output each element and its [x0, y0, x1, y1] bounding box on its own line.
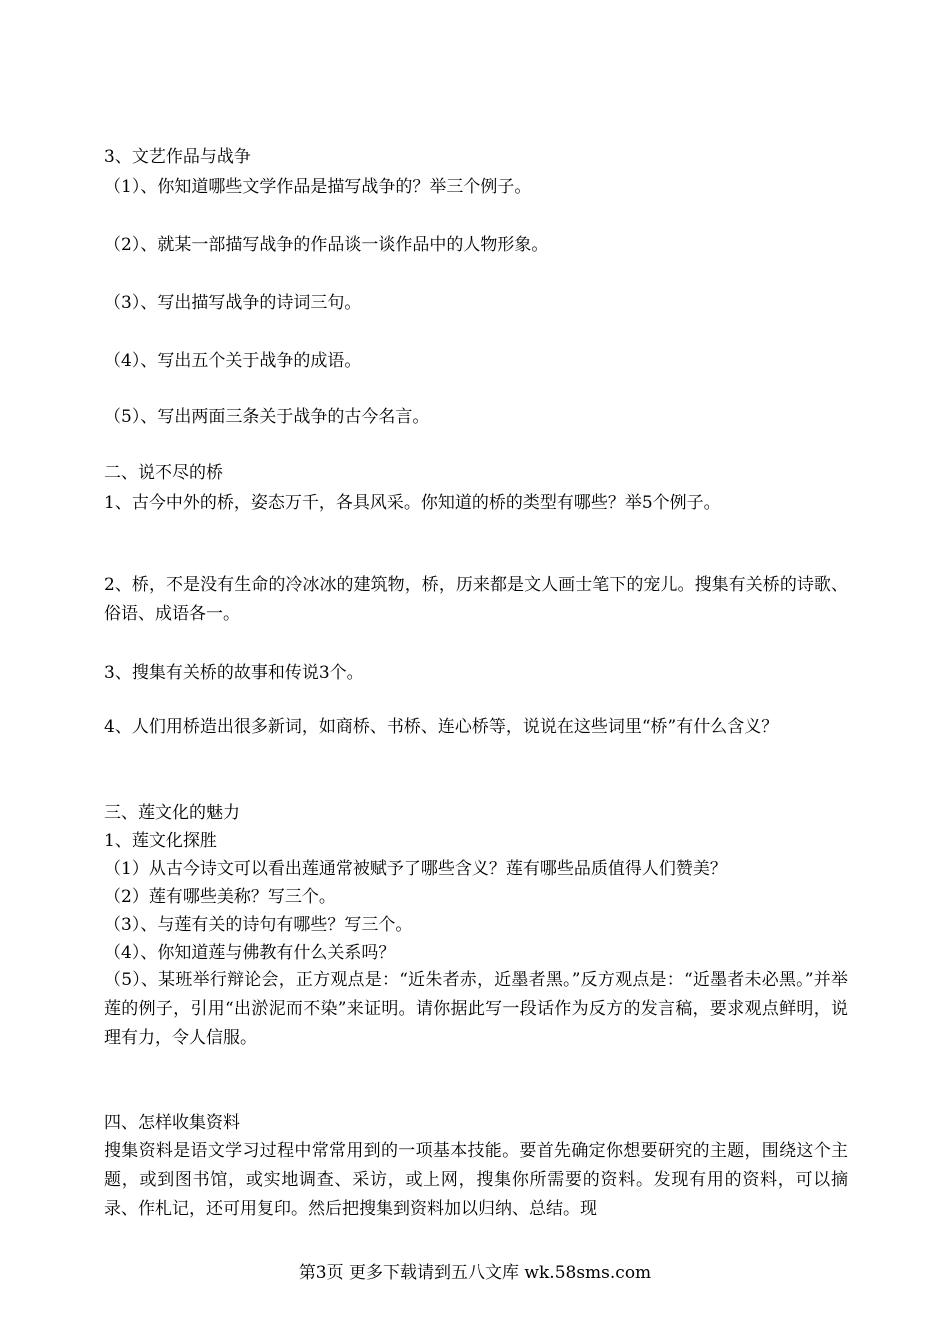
question-item: （2）、就某一部描写战争的作品谈一谈作品中的人物形象。: [104, 235, 549, 255]
page-footer: 第3页 更多下载请到五八文库 wk.58sms.com: [298, 1263, 652, 1283]
question-item: （4）、写出五个关于战争的成语。: [104, 351, 362, 371]
question-item: （3）、与莲有关的诗句有哪些？写三个。: [104, 915, 413, 935]
question-item: 3、搜集有关桥的故事和传说3个。: [104, 663, 364, 683]
question-item: （3）、写出描写战争的诗词三句。: [104, 293, 362, 313]
question-item: （1）、你知道哪些文学作品是描写战争的？举三个例子。: [104, 177, 532, 197]
section-heading: 三、莲文化的魅力: [104, 803, 240, 823]
question-item: 2、桥，不是没有生命的冷冰冰的建筑物，桥，历来都是文人画士笔下的宠儿。搜集有关桥的诗歌、俗语、成语各一。: [104, 575, 848, 624]
section-heading: 3、文艺作品与战争: [104, 147, 251, 167]
question-item: 1、古今中外的桥，姿态万千，各具风采。你知道的桥的类型有哪些？举5个例子。: [104, 493, 721, 513]
question-item: （5）、写出两面三条关于战争的古今名言。: [104, 407, 430, 427]
question-item: （4）、你知道莲与佛教有什么关系吗？: [104, 943, 396, 963]
section-heading: 四、怎样收集资料: [104, 1113, 240, 1133]
subsection-heading: 1、莲文化探胜: [104, 831, 217, 851]
question-item: （5）、某班举行辩论会，正方观点是：“近朱者赤，近墨者黑。”反方观点是：“近墨者未必黑。”并举莲的例子，引用“出淤泥而不染”来证明。请你据此写一段话作为反方的发言稿，要求观点鲜明，说理有力，令人信服。: [104, 970, 848, 1048]
body-paragraph: 搜集资料是语文学习过程中常常用到的一项基本技能。要首先确定你想要研究的主题，围绕这个主题，或到图书馆，或实地调查、采访，或上网，搜集你所需要的资料。发现有用的资料，可以摘录、作札记，还可用复印。然后把搜集到资料加以归纳、总结。现: [104, 1141, 848, 1219]
question-item: （1）从古今诗文可以看出莲通常被赋予了哪些含义？莲有哪些品质值得人们赞美？: [104, 859, 727, 879]
question-item: （2）莲有哪些美称？写三个。: [104, 887, 336, 907]
section-heading: 二、说不尽的桥: [104, 463, 223, 483]
question-item: 4、人们用桥造出很多新词，如商桥、书桥、连心桥等，说说在这些词里“桥”有什么含义？: [104, 717, 779, 737]
